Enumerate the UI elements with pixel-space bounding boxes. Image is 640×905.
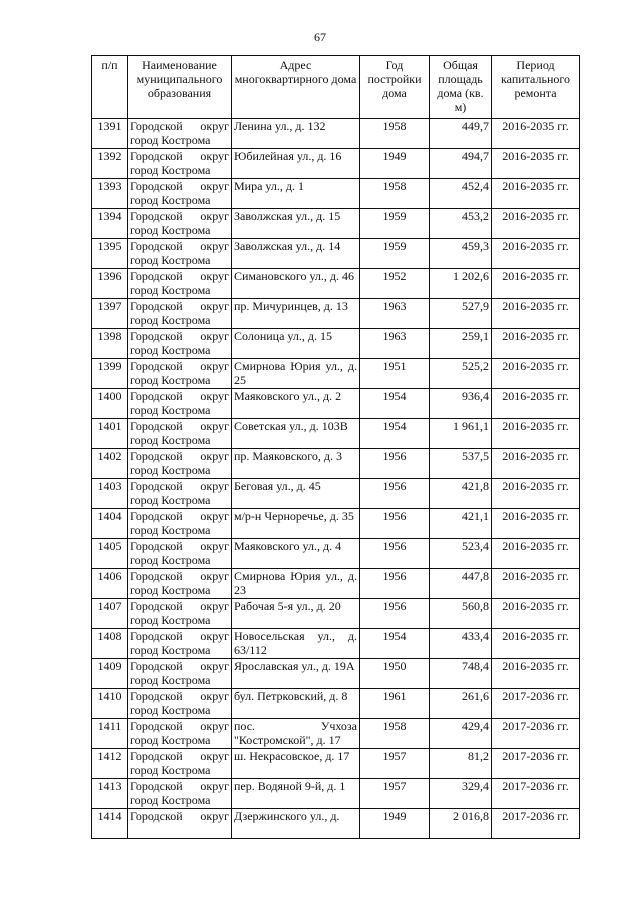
municipality-line2: город Кострома (130, 373, 211, 387)
address-cell: Симановского ул., д. 46 (232, 269, 360, 299)
municipality-cell (128, 569, 232, 599)
municipality-line2: город Кострома (130, 763, 211, 777)
year-cell: 1950 (360, 659, 430, 689)
municipality-word1: Городской (130, 449, 183, 463)
municipality-word2: округ (200, 509, 229, 523)
municipality-word1: Городской (130, 629, 183, 643)
row-number: 1396 (92, 269, 128, 299)
municipality-cell (128, 269, 232, 299)
year-cell: 1954 (360, 629, 430, 659)
period-cell: 2016-2035 гг. (492, 239, 580, 269)
row-number: 1398 (92, 329, 128, 359)
period-cell: 2016-2035 гг. (492, 329, 580, 359)
row-number: 1394 (92, 209, 128, 239)
address-cell: Заволжская ул., д. 14 (232, 239, 360, 269)
row-number: 1393 (92, 179, 128, 209)
municipality-word1: Городской (130, 209, 183, 223)
table-row (92, 119, 580, 149)
municipality-line2: город Кострома (130, 403, 211, 417)
table-row (92, 239, 580, 269)
year-cell: 1957 (360, 779, 430, 809)
header-address: Адрес многоквартирного дома (232, 56, 360, 119)
municipality-word1: Городской (130, 539, 183, 553)
municipality-word2: округ (200, 149, 229, 163)
year-cell: 1959 (360, 239, 430, 269)
year-cell: 1963 (360, 299, 430, 329)
municipality-cell (128, 629, 232, 659)
row-number: 1402 (92, 449, 128, 479)
municipality-word1: Городской (130, 509, 183, 523)
area-cell: 452,4 (430, 179, 492, 209)
municipality-line2: город Кострома (130, 793, 211, 807)
year-cell: 1959 (360, 209, 430, 239)
municipality-word1: Городской (130, 149, 183, 163)
row-number: 1395 (92, 239, 128, 269)
address-cell: Маяковского ул., д. 4 (232, 539, 360, 569)
municipality-word2: округ (200, 119, 229, 133)
year-cell: 1951 (360, 359, 430, 389)
table-row (92, 629, 580, 659)
municipality-word2: округ (200, 239, 229, 253)
municipality-word1: Городской (130, 179, 183, 193)
table-row (92, 539, 580, 569)
year-cell: 1954 (360, 389, 430, 419)
municipality-cell (128, 209, 232, 239)
municipality-word1: Городской (130, 749, 183, 763)
municipality-word2: округ (200, 779, 229, 793)
municipality-word1: Городской (130, 389, 183, 403)
area-cell: 523,4 (430, 539, 492, 569)
table-row (92, 359, 580, 389)
municipality-line2: город Кострома (130, 163, 211, 177)
municipality-cell (128, 449, 232, 479)
municipality-word2: округ (200, 659, 229, 673)
year-cell: 1956 (360, 479, 430, 509)
municipality-cell (128, 179, 232, 209)
area-cell: 421,8 (430, 479, 492, 509)
table-row (92, 419, 580, 449)
municipality-line2: город Кострома (130, 433, 211, 447)
municipality-word1: Городской (130, 329, 183, 343)
municipality-cell (128, 689, 232, 719)
table-row (92, 719, 580, 749)
period-cell: 2017-2036 гг. (492, 809, 580, 839)
header-period: Период капитального ремонта (492, 56, 580, 119)
year-cell: 1956 (360, 569, 430, 599)
area-cell: 329,4 (430, 779, 492, 809)
period-cell: 2016-2035 гг. (492, 359, 580, 389)
housing-registry-table (91, 55, 580, 839)
municipality-word1: Городской (130, 239, 183, 253)
table-row (92, 299, 580, 329)
header-year: Год постройки дома (360, 56, 430, 119)
period-cell: 2017-2036 гг. (492, 719, 580, 749)
municipality-word2: округ (200, 269, 229, 283)
address-cell: ш. Некрасовское, д. 17 (232, 749, 360, 779)
period-cell: 2016-2035 гг. (492, 299, 580, 329)
area-cell: 494,7 (430, 149, 492, 179)
header-area: Общая площадь дома (кв. м) (430, 56, 492, 119)
municipality-word2: округ (200, 479, 229, 493)
year-cell: 1956 (360, 539, 430, 569)
period-cell: 2017-2036 гг. (492, 689, 580, 719)
period-cell: 2016-2035 гг. (492, 449, 580, 479)
address-cell: пр. Мичуринцев, д. 13 (232, 299, 360, 329)
area-cell: 81,2 (430, 749, 492, 779)
row-number: 1410 (92, 689, 128, 719)
municipality-cell (128, 809, 232, 839)
municipality-cell (128, 479, 232, 509)
table-row-partial (92, 809, 580, 839)
table-row (92, 479, 580, 509)
municipality-word2: округ (200, 599, 229, 613)
area-cell: 433,4 (430, 629, 492, 659)
municipality-cell (128, 509, 232, 539)
area-cell: 449,7 (430, 119, 492, 149)
row-number: 1397 (92, 299, 128, 329)
municipality-line2: город Кострома (130, 553, 211, 567)
table-row (92, 689, 580, 719)
municipality-cell (128, 149, 232, 179)
period-cell: 2016-2035 гг. (492, 389, 580, 419)
municipality-cell (128, 419, 232, 449)
municipality-cell (128, 119, 232, 149)
area-cell: 429,4 (430, 719, 492, 749)
area-cell: 459,3 (430, 239, 492, 269)
municipality-cell (128, 659, 232, 689)
municipality-cell (128, 749, 232, 779)
municipality-line2: город Кострома (130, 493, 211, 507)
period-cell: 2016-2035 гг. (492, 149, 580, 179)
municipality-line2: город Кострома (130, 733, 211, 747)
municipality-word1: Городской (130, 569, 183, 583)
municipality-word1: Городской (130, 119, 183, 133)
year-cell: 1958 (360, 119, 430, 149)
municipality-cell (128, 329, 232, 359)
row-number: 1399 (92, 359, 128, 389)
year-cell: 1963 (360, 329, 430, 359)
municipality-word2: округ (200, 629, 229, 643)
address-cell: пос. Учхоза "Костромской", д. 17 (232, 719, 360, 749)
table-row (92, 149, 580, 179)
year-cell: 1949 (360, 149, 430, 179)
page-number: 67 (314, 30, 326, 44)
municipality-word1: Городской (130, 719, 183, 733)
area-cell: 560,8 (430, 599, 492, 629)
municipality-word1: Городской (130, 269, 183, 283)
area-cell: 261,6 (430, 689, 492, 719)
period-cell: 2016-2035 гг. (492, 479, 580, 509)
year-cell: 1954 (360, 419, 430, 449)
period-cell: 2016-2035 гг. (492, 599, 580, 629)
address-cell: Мира ул., д. 1 (232, 179, 360, 209)
table-row (92, 569, 580, 599)
address-cell: Заволжская ул., д. 15 (232, 209, 360, 239)
area-cell: 537,5 (430, 449, 492, 479)
row-number: 1408 (92, 629, 128, 659)
address-cell: м/р-н Черноречье, д. 35 (232, 509, 360, 539)
period-cell: 2016-2035 гг. (492, 659, 580, 689)
area-cell: 453,2 (430, 209, 492, 239)
municipality-word1: Городской (130, 809, 183, 823)
table-row (92, 329, 580, 359)
municipality-line2: город Кострома (130, 523, 211, 537)
municipality-line2: город Кострома (130, 253, 211, 267)
municipality-line2: город Кострома (130, 283, 211, 297)
municipality-word1: Городской (130, 299, 183, 313)
municipality-word1: Городской (130, 599, 183, 613)
municipality-word1: Городской (130, 779, 183, 793)
area-cell: 447,8 (430, 569, 492, 599)
address-cell: Смирнова Юрия ул., д. 23 (232, 569, 360, 599)
row-number: 1405 (92, 539, 128, 569)
municipality-word2: округ (200, 449, 229, 463)
address-cell: Новосельская ул., д. 63/112 (232, 629, 360, 659)
year-cell: 1956 (360, 449, 430, 479)
address-cell: Советская ул., д. 103В (232, 419, 360, 449)
table-body (92, 119, 580, 839)
table-row (92, 659, 580, 689)
area-cell: 525,2 (430, 359, 492, 389)
row-number: 1401 (92, 419, 128, 449)
year-cell: 1958 (360, 179, 430, 209)
municipality-word2: округ (200, 329, 229, 343)
header-municipality: Наименование муниципального образования (128, 56, 232, 119)
municipality-line2: город Кострома (130, 703, 211, 717)
period-cell: 2016-2035 гг. (492, 119, 580, 149)
municipality-word1: Городской (130, 479, 183, 493)
year-cell: 1958 (360, 719, 430, 749)
table-row (92, 269, 580, 299)
area-cell: 1 961,1 (430, 419, 492, 449)
period-cell: 2016-2035 гг. (492, 269, 580, 299)
municipality-word1: Городской (130, 659, 183, 673)
table-row (92, 599, 580, 629)
municipality-line2: город Кострома (130, 673, 211, 687)
table-row (92, 209, 580, 239)
municipality-word2: округ (200, 179, 229, 193)
municipality-word2: округ (200, 569, 229, 583)
row-number: 1400 (92, 389, 128, 419)
municipality-cell (128, 389, 232, 419)
municipality-word2: округ (200, 719, 229, 733)
row-number: 1413 (92, 779, 128, 809)
municipality-word2: округ (200, 539, 229, 553)
municipality-cell (128, 299, 232, 329)
period-cell: 2016-2035 гг. (492, 509, 580, 539)
row-number: 1391 (92, 119, 128, 149)
municipality-cell (128, 359, 232, 389)
period-cell: 2016-2035 гг. (492, 419, 580, 449)
municipality-line2: город Кострома (130, 463, 211, 477)
address-cell: бул. Петрковский, д. 8 (232, 689, 360, 719)
year-cell: 1952 (360, 269, 430, 299)
year-cell: 1957 (360, 749, 430, 779)
year-cell: 1949 (360, 809, 430, 839)
municipality-line2: город Кострома (130, 313, 211, 327)
period-cell: 2017-2036 гг. (492, 749, 580, 779)
table-row (92, 749, 580, 779)
municipality-word2: округ (200, 299, 229, 313)
municipality-cell (128, 239, 232, 269)
address-cell: Ярославская ул., д. 19А (232, 659, 360, 689)
area-cell: 527,9 (430, 299, 492, 329)
area-cell: 421,1 (430, 509, 492, 539)
table-row (92, 179, 580, 209)
table-row (92, 449, 580, 479)
municipality-word2: округ (200, 209, 229, 223)
row-number: 1409 (92, 659, 128, 689)
municipality-line2: город Кострома (130, 583, 211, 597)
address-cell: Ленина ул., д. 132 (232, 119, 360, 149)
municipality-word2: округ (200, 389, 229, 403)
municipality-word1: Городской (130, 419, 183, 433)
address-cell: Рабочая 5-я ул., д. 20 (232, 599, 360, 629)
period-cell: 2016-2035 гг. (492, 179, 580, 209)
municipality-cell (128, 599, 232, 629)
table-row (92, 389, 580, 419)
municipality-line2: город Кострома (130, 343, 211, 357)
municipality-word2: округ (200, 689, 229, 703)
period-cell: 2016-2035 гг. (492, 629, 580, 659)
address-cell: Маяковского ул., д. 2 (232, 389, 360, 419)
year-cell: 1956 (360, 599, 430, 629)
area-cell: 259,1 (430, 329, 492, 359)
row-number: 1404 (92, 509, 128, 539)
row-number: 1403 (92, 479, 128, 509)
table-row (92, 779, 580, 809)
municipality-line2: город Кострома (130, 643, 211, 657)
address-cell: пр. Маяковского, д. 3 (232, 449, 360, 479)
address-cell: Беговая ул., д. 45 (232, 479, 360, 509)
row-number: 1406 (92, 569, 128, 599)
row-number: 1414 (92, 809, 128, 839)
municipality-word2: округ (200, 809, 229, 823)
area-cell: 936,4 (430, 389, 492, 419)
table-row (92, 509, 580, 539)
address-cell: Юбилейная ул., д. 16 (232, 149, 360, 179)
municipality-word2: округ (200, 749, 229, 763)
area-cell: 1 202,6 (430, 269, 492, 299)
address-cell: Смирнова Юрия ул., д. 25 (232, 359, 360, 389)
municipality-cell (128, 779, 232, 809)
header-num: п/п (92, 56, 128, 119)
municipality-word1: Городской (130, 359, 183, 373)
row-number: 1411 (92, 719, 128, 749)
municipality-cell (128, 719, 232, 749)
address-cell: Дзержинского ул., д. (232, 809, 360, 839)
period-cell: 2016-2035 гг. (492, 539, 580, 569)
year-cell: 1961 (360, 689, 430, 719)
area-cell: 748,4 (430, 659, 492, 689)
row-number: 1407 (92, 599, 128, 629)
period-cell: 2016-2035 гг. (492, 209, 580, 239)
year-cell: 1956 (360, 509, 430, 539)
municipality-word1: Городской (130, 689, 183, 703)
municipality-word2: округ (200, 359, 229, 373)
row-number: 1392 (92, 149, 128, 179)
municipality-line2: город Кострома (130, 223, 211, 237)
municipality-line2: город Кострома (130, 133, 211, 147)
municipality-word2: округ (200, 419, 229, 433)
period-cell: 2016-2035 гг. (492, 569, 580, 599)
municipality-cell (128, 539, 232, 569)
table-header-row (92, 56, 580, 119)
municipality-line2: город Кострома (130, 193, 211, 207)
address-cell: пер. Водяной 9-й, д. 1 (232, 779, 360, 809)
area-cell: 2 016,8 (430, 809, 492, 839)
municipality-line2: город Кострома (130, 613, 211, 627)
row-number: 1412 (92, 749, 128, 779)
address-cell: Солоница ул., д. 15 (232, 329, 360, 359)
period-cell: 2017-2036 гг. (492, 779, 580, 809)
